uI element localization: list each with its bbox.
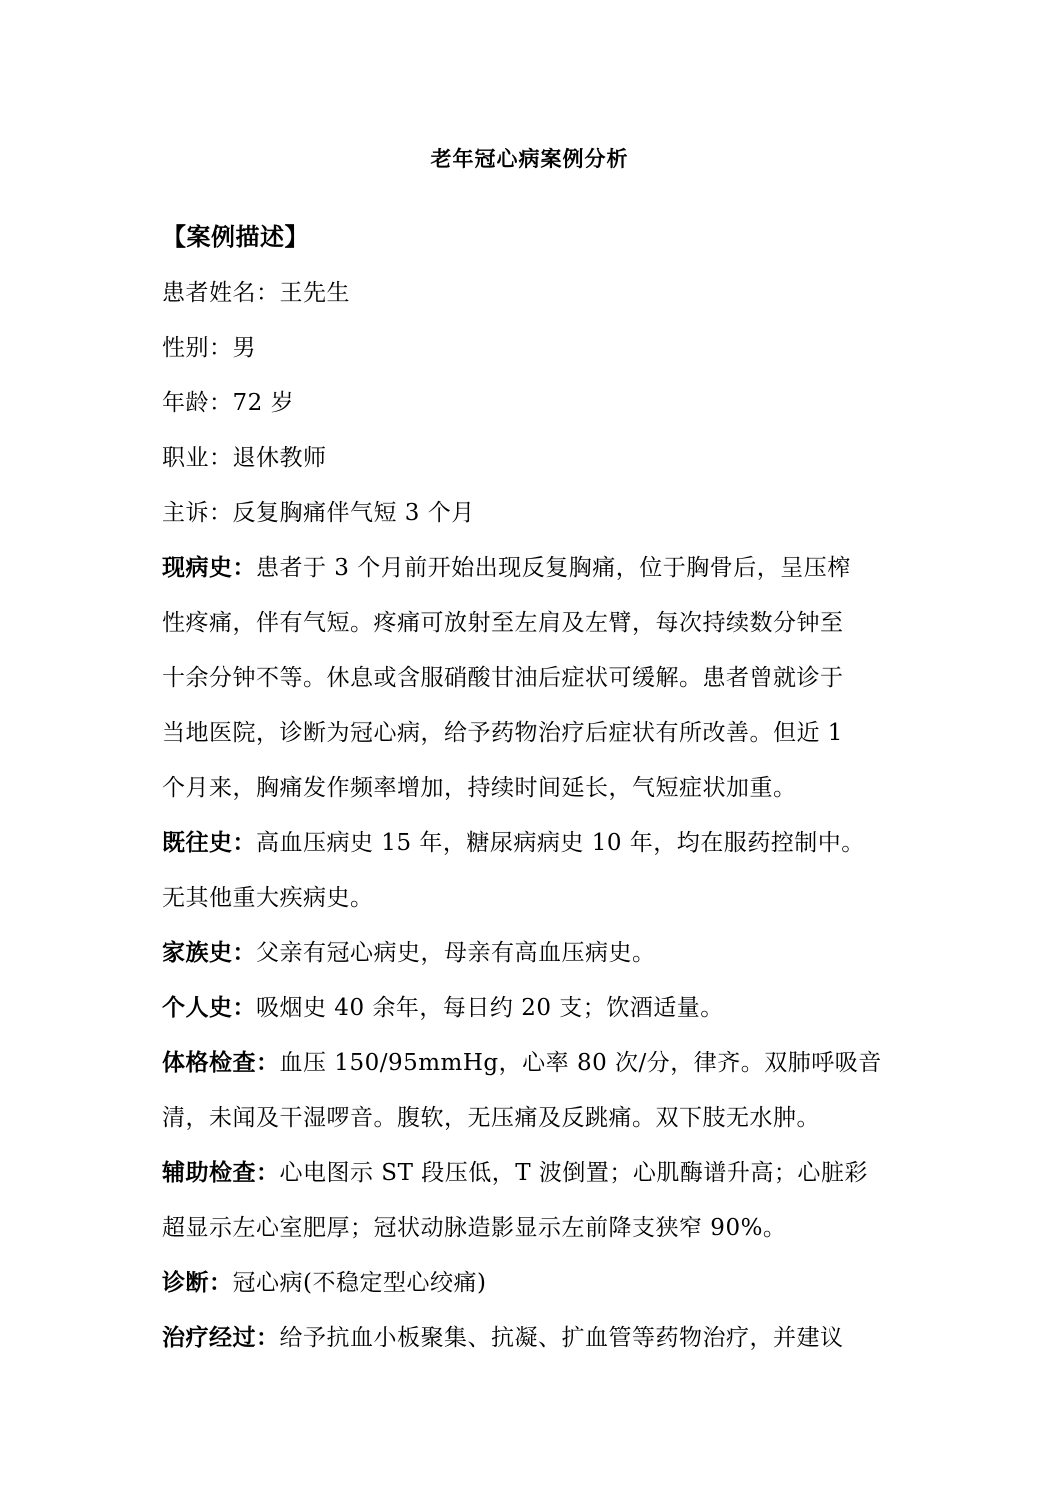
family-history-line <box>162 938 656 968</box>
diagnosis-text: 冠心病(不稳定型心绞痛) <box>232 1270 487 1296</box>
chief-complaint-line: 主诉：反复胸痛伴气短 3 个月 <box>162 500 475 526</box>
treatment-text: 给予抗血小板聚集、抗凝、扩血管等药物治疗，并建议 <box>279 1325 844 1351</box>
auxiliary-exam-label: 辅助检查： <box>162 1159 280 1186</box>
section-heading: 【案例描述】 <box>162 222 309 251</box>
physical-exam-label: 体格检查： <box>162 1049 280 1076</box>
physical-exam-text: 血压 150/95mmHg，心率 80 次/分，律齐。双肺呼吸音 <box>279 1050 882 1076</box>
physical-exam-line <box>162 1048 882 1078</box>
gender-line: 性别：男 <box>162 335 256 361</box>
past-history-line: 无其他重大疾病史。 <box>162 885 374 911</box>
document-title: 老年冠心病案例分析 <box>430 146 629 171</box>
present-illness-line: 十余分钟不等。休息或含服硝酸甘油后症状可缓解。患者曾就诊于 <box>162 665 844 691</box>
physical-exam-line: 清，未闻及干湿啰音。腹软，无压痛及反跳痛。双下肢无水肿。 <box>162 1105 820 1131</box>
present-illness-label: 现病史： <box>162 554 256 581</box>
personal-history-text: 吸烟史 40 余年，每日约 20 支；饮酒适量。 <box>256 995 724 1021</box>
treatment-line <box>162 1323 844 1353</box>
present-illness-line <box>162 553 851 583</box>
present-illness-line: 个月来，胸痛发作频率增加，持续时间延长，气短症状加重。 <box>162 775 797 801</box>
auxiliary-exam-line: 超显示左心室肥厚；冠状动脉造影显示左前降支狭窄 90%。 <box>162 1215 787 1241</box>
age-line: 年龄：72 岁 <box>162 390 295 416</box>
patient-name-line: 患者姓名：王先生 <box>162 280 350 306</box>
past-history-line <box>162 828 865 858</box>
past-history-text: 高血压病史 15 年，糖尿病病史 10 年，均在服药控制中。 <box>256 830 865 856</box>
family-history-label: 家族史： <box>162 939 256 966</box>
diagnosis-line <box>162 1268 486 1298</box>
personal-history-line <box>162 993 724 1023</box>
family-history-text: 父亲有冠心病史，母亲有高血压病史。 <box>256 940 656 966</box>
present-illness-text: 患者于 3 个月前开始出现反复胸痛，位于胸骨后，呈压榨 <box>256 555 851 581</box>
diagnosis-label: 诊断： <box>162 1269 233 1296</box>
occupation-line: 职业：退休教师 <box>162 445 327 471</box>
personal-history-label: 个人史： <box>162 994 256 1021</box>
auxiliary-exam-text: 心电图示 ST 段压低，T 波倒置；心肌酶谱升高；心脏彩 <box>279 1160 868 1186</box>
present-illness-line: 当地医院，诊断为冠心病，给予药物治疗后症状有所改善。但近 1 <box>162 720 843 746</box>
present-illness-line: 性疼痛，伴有气短。疼痛可放射至左肩及左臂，每次持续数分钟至 <box>162 610 844 636</box>
auxiliary-exam-line <box>162 1158 868 1188</box>
treatment-label: 治疗经过： <box>162 1324 280 1351</box>
past-history-label: 既往史： <box>162 829 256 856</box>
